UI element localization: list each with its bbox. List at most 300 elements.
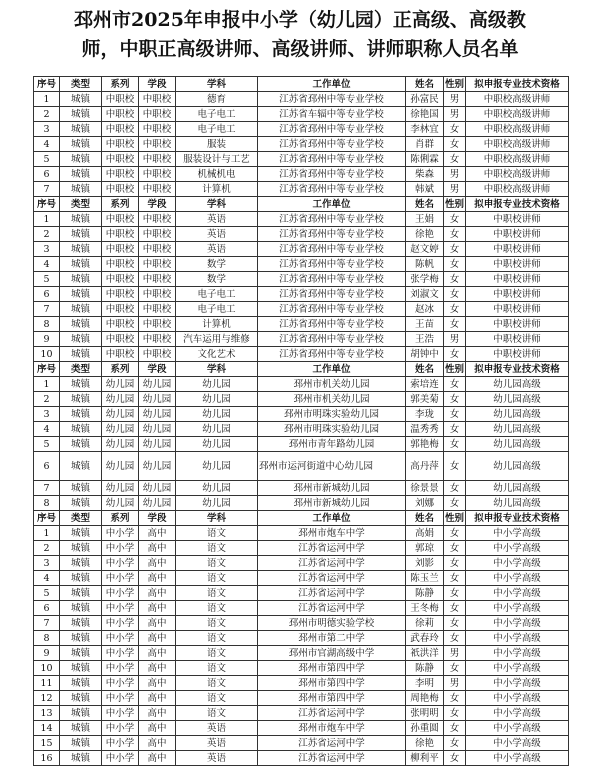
table-cell: 高中 <box>139 706 176 721</box>
table-cell: 陈静 <box>406 661 444 676</box>
table-cell: 电子电工 <box>176 287 258 302</box>
table-cell: 女 <box>444 452 466 481</box>
table-cell: 语文 <box>176 541 258 556</box>
table-row <box>34 122 569 137</box>
table-cell: 陈俐霖 <box>406 152 444 167</box>
table-cell: 城镇 <box>60 526 102 541</box>
table-cell: 徐莉 <box>406 616 444 631</box>
table-cell: 刘娜 <box>406 496 444 511</box>
column-header: 序号 <box>34 197 60 212</box>
table-row <box>34 751 569 766</box>
table-cell: 江苏省邳州中等专业学校 <box>258 92 406 107</box>
table-cell: 女 <box>444 586 466 601</box>
table-cell: 高娟 <box>406 526 444 541</box>
column-header: 性别 <box>445 78 465 90</box>
table-cell: 11 <box>34 676 60 691</box>
table-cell: 幼儿园 <box>102 452 139 481</box>
table-cell: 邳州市机关幼儿园 <box>258 377 406 392</box>
table-cell: 中小学 <box>102 571 139 586</box>
table-cell: 幼儿园高级 <box>466 392 569 407</box>
table-cell: 城镇 <box>60 751 102 766</box>
table-cell: 赵文婷 <box>406 242 444 257</box>
table-cell: 中职校 <box>139 257 176 272</box>
table-cell: 中小学高级 <box>466 646 569 661</box>
table-cell: 江苏省运河中学 <box>258 601 406 616</box>
table-cell: 徐景景 <box>406 481 444 496</box>
table-cell: 女 <box>444 616 466 631</box>
column-header: 系列 <box>102 197 139 212</box>
table-cell: 高中 <box>139 691 176 706</box>
table-row <box>34 481 569 496</box>
table-cell: 男 <box>444 92 466 107</box>
table-cell: 高中 <box>139 661 176 676</box>
table-cell: 城镇 <box>60 586 102 601</box>
table-cell: 城镇 <box>60 541 102 556</box>
table-cell: 邳州市官湖高级中学 <box>258 646 406 661</box>
table-cell: 高中 <box>139 721 176 736</box>
table-cell: 1 <box>34 526 60 541</box>
table-cell: 男 <box>444 107 466 122</box>
table-cell: 张学梅 <box>406 272 444 287</box>
table-cell: 柳利平 <box>406 751 444 766</box>
table-cell: 幼儿园高级 <box>466 407 569 422</box>
table-cell: 李林宜 <box>406 122 444 137</box>
table-cell: 城镇 <box>60 152 102 167</box>
table-cell: 女 <box>444 496 466 511</box>
table-cell: 中职校高级讲师 <box>466 122 569 137</box>
table-cell: 语文 <box>176 646 258 661</box>
table-cell: 女 <box>444 392 466 407</box>
column-header: 学段 <box>139 77 176 92</box>
table-row <box>34 392 569 407</box>
table-cell: 郭琼 <box>406 541 444 556</box>
table-cell: 女 <box>444 257 466 272</box>
table-cell: 中小学高级 <box>466 691 569 706</box>
column-header: 拟申报专业技术资格 <box>466 511 569 526</box>
table-cell: 中小学高级 <box>466 721 569 736</box>
table-cell: 中职校 <box>139 347 176 362</box>
table-cell: 城镇 <box>60 646 102 661</box>
table-cell: 2 <box>34 541 60 556</box>
table-cell: 高中 <box>139 541 176 556</box>
column-header: 拟申报专业技术资格 <box>466 362 569 377</box>
table-cell: 中职校 <box>102 332 139 347</box>
table-cell: 语文 <box>176 661 258 676</box>
table-cell: 中小学高级 <box>466 571 569 586</box>
table-cell: 女 <box>444 317 466 332</box>
table-cell: 中职校 <box>102 152 139 167</box>
table-cell: 中小学 <box>102 691 139 706</box>
table-cell: 江苏省运河中学 <box>258 736 406 751</box>
table-cell: 4 <box>34 137 60 152</box>
table-cell: 温秀秀 <box>406 422 444 437</box>
table-cell: 英语 <box>176 242 258 257</box>
table-cell: 城镇 <box>60 437 102 452</box>
table-cell: 英语 <box>176 751 258 766</box>
table-cell: 邳州市第四中学 <box>258 676 406 691</box>
table-cell: 邳州市明珠实验幼儿园 <box>258 407 406 422</box>
table-cell: 幼儿园 <box>102 392 139 407</box>
table-cell: 王浩 <box>406 332 444 347</box>
table-cell: 王苗 <box>406 317 444 332</box>
column-header: 姓名 <box>406 197 444 212</box>
table-cell: 江苏省邳州中等专业学校 <box>258 137 406 152</box>
table-cell: 幼儿园 <box>139 377 176 392</box>
table-cell: 女 <box>444 481 466 496</box>
table-cell: 高中 <box>139 751 176 766</box>
table-cell: 江苏省运河中学 <box>258 586 406 601</box>
table-cell: 城镇 <box>60 242 102 257</box>
table-cell: 语文 <box>176 526 258 541</box>
table-cell: 幼儿园 <box>176 437 258 452</box>
table-cell: 男 <box>444 676 466 691</box>
table-cell: 中小学高级 <box>466 556 569 571</box>
table-cell: 女 <box>444 152 466 167</box>
table-cell: 高丹萍 <box>406 452 444 481</box>
table-cell: 幼儿园高级 <box>466 452 569 481</box>
table-cell: 中职校 <box>139 287 176 302</box>
table-cell: 中小学 <box>102 526 139 541</box>
table-cell: 幼儿园 <box>176 377 258 392</box>
column-header: 工作单位 <box>258 511 406 526</box>
table-row <box>34 616 569 631</box>
table-cell: 陈玉兰 <box>406 571 444 586</box>
column-header: 工作单位 <box>258 197 406 212</box>
table-row <box>34 691 569 706</box>
table-cell: 中职校 <box>102 182 139 197</box>
title-line-1: 邳州市2025年申报中小学（幼儿园）正高级、高级教 <box>74 9 526 31</box>
table-cell: 中职校 <box>139 332 176 347</box>
table-cell: 城镇 <box>60 317 102 332</box>
table-row <box>34 212 569 227</box>
table-cell: 中职校高级讲师 <box>466 137 569 152</box>
table-cell: 3 <box>34 407 60 422</box>
table-cell: 邳州市明珠实验幼儿园 <box>258 422 406 437</box>
table-cell: 高中 <box>139 616 176 631</box>
table-row <box>34 526 569 541</box>
table-cell: 刘影 <box>406 556 444 571</box>
table-cell: 7 <box>34 481 60 496</box>
table-cell: 女 <box>444 437 466 452</box>
table-row <box>34 422 569 437</box>
table-cell: 中职校 <box>102 257 139 272</box>
table-cell: 城镇 <box>60 721 102 736</box>
table-row <box>34 437 569 452</box>
table-cell: 江苏省邳州中等专业学校 <box>258 347 406 362</box>
table-cell: 邳州市第二中学 <box>258 631 406 646</box>
table-row <box>34 107 569 122</box>
table-cell: 江苏省邳州中等专业学校 <box>258 122 406 137</box>
table-cell: 江苏省运河中学 <box>258 751 406 766</box>
table-cell: 计算机 <box>176 317 258 332</box>
table-cell: 女 <box>444 122 466 137</box>
table-cell: 中职校讲师 <box>466 212 569 227</box>
column-header: 拟申报专业技术资格 <box>466 77 569 92</box>
table-cell: 城镇 <box>60 377 102 392</box>
table-cell: 周艳梅 <box>406 691 444 706</box>
table-cell: 5 <box>34 586 60 601</box>
table-cell: 邳州市明德实验学校 <box>258 616 406 631</box>
table-row <box>34 646 569 661</box>
table-cell: 女 <box>444 706 466 721</box>
table-cell: 城镇 <box>60 122 102 137</box>
table-cell: 幼儿园 <box>102 496 139 511</box>
table-cell: 幼儿园 <box>102 407 139 422</box>
title-line-2: 师，中职正高级讲师、高级讲师、讲师职称人员名单 <box>81 38 519 60</box>
table-cell: 女 <box>444 556 466 571</box>
table-cell: 江苏省邳州中等专业学校 <box>258 287 406 302</box>
table-cell: 1 <box>34 92 60 107</box>
table-cell: 肖群 <box>406 137 444 152</box>
table-cell: 7 <box>34 302 60 317</box>
table-cell: 邳州市青年路幼儿园 <box>258 437 406 452</box>
table-cell: 赵冰 <box>406 302 444 317</box>
table-cell: 13 <box>34 706 60 721</box>
table-cell: 10 <box>34 661 60 676</box>
header-row <box>34 362 569 377</box>
table-cell: 中小学 <box>102 556 139 571</box>
table-cell: 女 <box>444 661 466 676</box>
table-row <box>34 541 569 556</box>
table-cell: 孙重圆 <box>406 721 444 736</box>
table-cell: 高中 <box>139 526 176 541</box>
table-cell: 城镇 <box>60 601 102 616</box>
table-cell: 中职校 <box>139 272 176 287</box>
table-cell: 2 <box>34 107 60 122</box>
table-cell: 中职校 <box>139 92 176 107</box>
table-cell: 徐艳 <box>406 736 444 751</box>
table-cell: 高中 <box>139 586 176 601</box>
table-cell: 城镇 <box>60 392 102 407</box>
table-cell: 城镇 <box>60 257 102 272</box>
table-cell: 女 <box>444 422 466 437</box>
table-cell: 邳州市炮车中学 <box>258 526 406 541</box>
table-cell: 城镇 <box>60 272 102 287</box>
table-cell: 语文 <box>176 571 258 586</box>
column-header: 性别 <box>445 198 465 210</box>
table-cell: 江苏省邳州中等专业学校 <box>258 272 406 287</box>
table-cell: 城镇 <box>60 481 102 496</box>
table-cell: 高中 <box>139 631 176 646</box>
table-cell: 邳州市第四中学 <box>258 691 406 706</box>
table-cell: 女 <box>444 302 466 317</box>
column-header: 类型 <box>60 197 102 212</box>
table-cell: 中职校讲师 <box>466 302 569 317</box>
table-cell: 中小学 <box>102 586 139 601</box>
table-row <box>34 631 569 646</box>
table-cell: 中职校高级讲师 <box>466 167 569 182</box>
table-cell: 电子电工 <box>176 302 258 317</box>
table-cell: 中小学高级 <box>466 586 569 601</box>
table-cell: 幼儿园 <box>139 452 176 481</box>
table-cell: 4 <box>34 422 60 437</box>
table-cell: 中职校 <box>139 167 176 182</box>
table-row <box>34 272 569 287</box>
table-cell: 城镇 <box>60 661 102 676</box>
table-cell: 城镇 <box>60 347 102 362</box>
table-cell: 女 <box>444 287 466 302</box>
table-cell: 8 <box>34 496 60 511</box>
table-cell: 中职校高级讲师 <box>466 182 569 197</box>
table-cell: 陈帆 <box>406 257 444 272</box>
table-cell: 徐艳国 <box>406 107 444 122</box>
table-cell: 中小学 <box>102 721 139 736</box>
table-cell: 男 <box>444 167 466 182</box>
table-cell: 幼儿园 <box>139 437 176 452</box>
table-cell: 中小学高级 <box>466 661 569 676</box>
table-cell: 9 <box>34 332 60 347</box>
table-cell: 邳州市第四中学 <box>258 661 406 676</box>
table-cell: 中职校 <box>139 152 176 167</box>
table-cell: 高中 <box>139 601 176 616</box>
table-cell: 江苏省运河中学 <box>258 571 406 586</box>
table-cell: 幼儿园 <box>102 422 139 437</box>
table-cell: 5 <box>34 152 60 167</box>
column-header: 序号 <box>34 511 60 526</box>
table-row <box>34 721 569 736</box>
table-cell: 高中 <box>139 571 176 586</box>
table-cell: 男 <box>444 332 466 347</box>
table-cell: 江苏省邳州中等专业学校 <box>258 242 406 257</box>
table-cell: 中小学高级 <box>466 616 569 631</box>
table-cell: 语文 <box>176 601 258 616</box>
table-row <box>34 167 569 182</box>
table-cell: 中职校 <box>102 212 139 227</box>
table-cell: 语文 <box>176 691 258 706</box>
table-cell: 江苏省邳州中等专业学校 <box>258 227 406 242</box>
table-cell: 中职校讲师 <box>466 317 569 332</box>
table-cell: 服装 <box>176 137 258 152</box>
table-cell: 女 <box>444 721 466 736</box>
table-row <box>34 556 569 571</box>
table-cell: 幼儿园高级 <box>466 377 569 392</box>
table-cell: 邳州市机关幼儿园 <box>258 392 406 407</box>
column-header: 序号 <box>34 362 60 377</box>
table-cell: 中职校 <box>139 182 176 197</box>
table-cell: 郭美菊 <box>406 392 444 407</box>
table-cell: 汽车运用与维修 <box>176 332 258 347</box>
column-header: 学段 <box>139 197 176 212</box>
table-cell: 高中 <box>139 676 176 691</box>
table-cell: 中职校 <box>139 242 176 257</box>
table-cell: 幼儿园 <box>139 496 176 511</box>
column-header: 序号 <box>34 77 60 92</box>
table-cell: 中职校 <box>102 167 139 182</box>
table-cell: 城镇 <box>60 92 102 107</box>
table-cell: 中小学 <box>102 631 139 646</box>
table-cell: 服装设计与工艺 <box>176 152 258 167</box>
table-cell: 幼儿园 <box>176 452 258 481</box>
table-cell: 幼儿园 <box>176 407 258 422</box>
table-cell: 女 <box>444 377 466 392</box>
table-cell: 中职校 <box>139 317 176 332</box>
table-cell: 中职校 <box>139 212 176 227</box>
table-cell: 城镇 <box>60 227 102 242</box>
table-row <box>34 706 569 721</box>
table-cell: 高中 <box>139 736 176 751</box>
table-cell: 陈静 <box>406 586 444 601</box>
table-row <box>34 227 569 242</box>
table-cell: 江苏省邳州中等专业学校 <box>258 332 406 347</box>
table-cell: 女 <box>444 227 466 242</box>
table-cell: 女 <box>444 272 466 287</box>
column-header: 类型 <box>60 77 102 92</box>
table-cell: 城镇 <box>60 676 102 691</box>
table-cell: 中小学 <box>102 646 139 661</box>
table-cell: 邳州市炮车中学 <box>258 721 406 736</box>
table-cell: 城镇 <box>60 137 102 152</box>
table-cell: 幼儿园高级 <box>466 437 569 452</box>
table-cell: 中职校 <box>102 227 139 242</box>
table-cell: 幼儿园 <box>102 481 139 496</box>
table-cell: 女 <box>444 347 466 362</box>
table-cell: 胡钟中 <box>406 347 444 362</box>
table-cell: 中小学 <box>102 706 139 721</box>
table-cell: 9 <box>34 646 60 661</box>
table-cell: 王娟 <box>406 212 444 227</box>
table-cell: 索培连 <box>406 377 444 392</box>
table-cell: 英语 <box>176 227 258 242</box>
table-cell: 江苏省车辐中等专业学校 <box>258 107 406 122</box>
table-cell: 城镇 <box>60 407 102 422</box>
table-cell: 江苏省运河中学 <box>258 541 406 556</box>
table-cell: 14 <box>34 721 60 736</box>
table-cell: 徐艳 <box>406 227 444 242</box>
table-cell: 中职校 <box>102 317 139 332</box>
table-cell: 中小学 <box>102 616 139 631</box>
table-cell: 城镇 <box>60 332 102 347</box>
table-cell: 幼儿园 <box>176 496 258 511</box>
table-cell: 中小学 <box>102 736 139 751</box>
roster-table <box>33 76 569 766</box>
table-cell: 女 <box>444 212 466 227</box>
table-cell: 江苏省邳州中等专业学校 <box>258 257 406 272</box>
table-cell: 城镇 <box>60 706 102 721</box>
table-cell: 女 <box>444 631 466 646</box>
table-cell: 中小学 <box>102 751 139 766</box>
table-cell: 女 <box>444 242 466 257</box>
table-cell: 中职校讲师 <box>466 257 569 272</box>
table-cell: 7 <box>34 182 60 197</box>
column-header: 姓名 <box>406 511 444 526</box>
table-cell: 女 <box>444 137 466 152</box>
table-cell: 中职校 <box>139 107 176 122</box>
table-cell: 城镇 <box>60 287 102 302</box>
table-row <box>34 586 569 601</box>
table-cell: 城镇 <box>60 422 102 437</box>
table-cell: 中职校 <box>139 137 176 152</box>
table-cell: 中小学高级 <box>466 751 569 766</box>
column-header: 拟申报专业技术资格 <box>466 197 569 212</box>
table-cell: 女 <box>444 541 466 556</box>
table-cell: 江苏省邳州中等专业学校 <box>258 212 406 227</box>
table-cell: 张明明 <box>406 706 444 721</box>
column-header: 工作单位 <box>258 362 406 377</box>
table-cell: 电子电工 <box>176 107 258 122</box>
table-cell: 城镇 <box>60 496 102 511</box>
table-cell: 中职校讲师 <box>466 227 569 242</box>
table-row <box>34 152 569 167</box>
table-cell: 幼儿园 <box>176 481 258 496</box>
table-cell: 武春玲 <box>406 631 444 646</box>
table-cell: 5 <box>34 437 60 452</box>
table-cell: 语文 <box>176 586 258 601</box>
table-cell: 城镇 <box>60 616 102 631</box>
table-cell: 祇洪洋 <box>406 646 444 661</box>
table-cell: 江苏省运河中学 <box>258 706 406 721</box>
table-cell: 女 <box>444 407 466 422</box>
table-cell: 4 <box>34 571 60 586</box>
